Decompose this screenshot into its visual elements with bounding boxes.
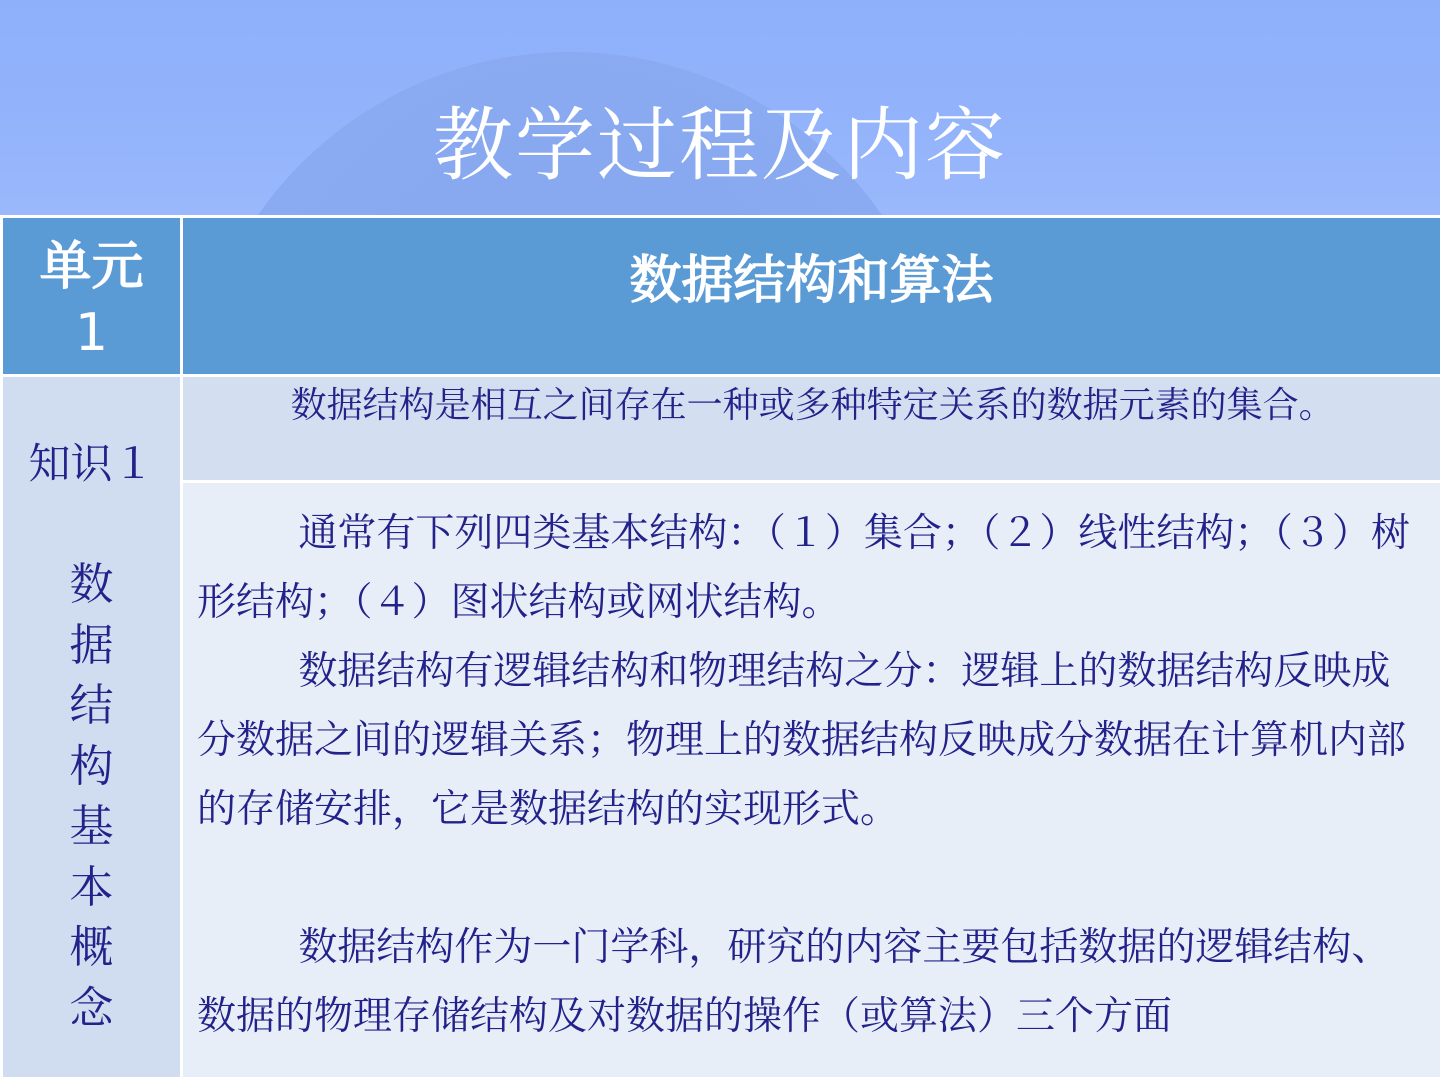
topic-char: 构: [69, 740, 114, 792]
paragraph-discipline: 数据结构作为一门学科，研究的内容主要包括数据的逻辑结构、数据的物理存储结构及对数据的操作（或算法）三个方面: [197, 925, 1391, 1039]
content-cell: [182, 482, 1440, 1079]
paragraph-logical-physical: 数据结构有逻辑结构和物理结构之分：逻辑上的数据结构反映成分数据之间的逻辑关系；物理上的数据结构反映成分数据在计算机内部的存储安排，它是数据结构的实现形式。: [197, 649, 1407, 832]
definition-cell: [182, 376, 1440, 482]
table-header-row: [2, 217, 1440, 376]
knowledge-block: [3, 435, 180, 1039]
definition-row: [2, 376, 1440, 482]
topic-char: 数: [69, 559, 114, 610]
unit-cell: [2, 217, 182, 376]
topic-char: 据: [69, 619, 114, 671]
topic-vertical-text: [3, 555, 180, 1039]
topic-char: 本: [69, 861, 114, 913]
content-row: [2, 482, 1440, 1079]
content-table: [0, 215, 1440, 1080]
unit-number: 1: [74, 303, 109, 363]
course-title: 数据结构和算法: [629, 251, 994, 311]
topic-char: 基: [69, 801, 114, 852]
paragraph-structures: 通常有下列四类基本结构：（１）集合；（２）线性结构；（３）树形结构；（４）图状结构或网状结构。: [197, 511, 1410, 625]
topic-char: 结: [69, 680, 114, 731]
paragraph-spacer: [183, 844, 1440, 913]
knowledge-cell: [2, 376, 182, 1079]
slide-title: 教学过程及内容: [433, 99, 1007, 192]
topic-char: 概: [69, 922, 114, 973]
course-title-cell: [182, 217, 1440, 376]
unit-label: 单元: [39, 237, 144, 297]
topic-char: 念: [69, 982, 114, 1034]
knowledge-label: 知识１: [28, 439, 155, 488]
definition-text: 数据结构是相互之间存在一种或多种特定关系的数据元素的集合。: [290, 385, 1335, 426]
